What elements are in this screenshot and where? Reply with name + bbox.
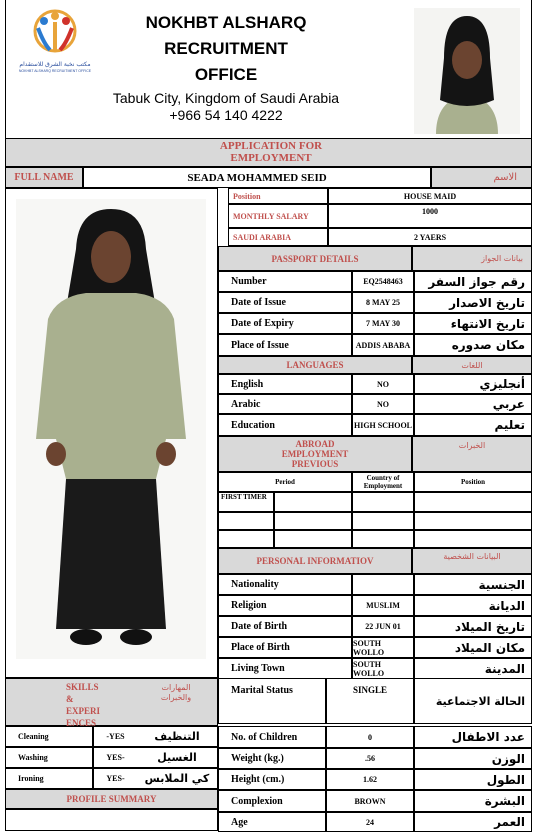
skill-row-1-value: -YES <box>93 726 137 747</box>
passport-row-2-value: 8 MAY 25 <box>352 292 414 313</box>
profile-summary-body <box>5 809 218 831</box>
personal-row-2-value: MUSLIM <box>352 595 414 616</box>
complexion-label: Complexion <box>218 790 326 812</box>
applicant-full-photo-frame <box>5 188 218 678</box>
language-row-1-value: NO <box>352 374 414 394</box>
personal-row-1-label: Nationality <box>218 574 352 595</box>
header <box>5 0 532 138</box>
experience-row-2-col-4 <box>414 512 532 530</box>
company-phone: +966 54 140 4222 <box>169 107 283 123</box>
passport-section-header: PASSPORT DETAILS <box>218 246 412 271</box>
contract-duration: 2 YAERS <box>328 228 532 246</box>
passport-row-1-value: EQ2548463 <box>352 271 414 292</box>
profile-summary-header: PROFILE SUMMARY <box>5 789 218 809</box>
passport-row-2-label: Date of Issue <box>218 292 352 313</box>
language-row-3-value: HIGH SCHOOL <box>352 414 414 436</box>
personal-row-1-value <box>352 574 414 595</box>
language-row-1-arabic: أنجليزي <box>414 374 532 394</box>
logo-figures-icon <box>14 6 96 56</box>
languages-section-arabic: اللغات <box>412 356 532 374</box>
salary-value: 1000 <box>328 204 532 228</box>
form-title-bar <box>5 138 532 167</box>
logo-subtext: NOKHBT ALSHARQ RECRUITMENT OFFICE <box>18 69 92 73</box>
language-row-3-label: Education <box>218 414 352 436</box>
personal-row-4-value: SOUTH WOLLO <box>352 637 414 658</box>
weight-label: Weight (kg.) <box>218 748 326 769</box>
country-label: SAUDI ARABIA <box>228 228 328 246</box>
experience-col-period: Period <box>218 472 352 492</box>
company-city: Tabuk City, Kingdom of Saudi Arabia <box>112 90 340 106</box>
complexion-arabic: البشرة <box>414 790 532 812</box>
full-name-label: FULL NAME <box>5 167 83 188</box>
language-row-2-label: Arabic <box>218 394 352 414</box>
language-row-2-value: NO <box>352 394 414 414</box>
personal-row-1-arabic: الجنسية <box>414 574 532 595</box>
experience-row-3-col-4 <box>414 530 532 548</box>
language-row-2-arabic: عربي <box>414 394 532 414</box>
personal-row-5-label: Living Town <box>218 658 352 679</box>
full-name-arabic-label: الاسم <box>431 167 532 188</box>
height-label: Height (cm.) <box>218 769 326 790</box>
experience-row-1-col-2 <box>274 492 352 512</box>
experience-row-3-col-3 <box>352 530 414 548</box>
weight-arabic: الوزن <box>414 748 532 769</box>
experience-row-2-col-1 <box>218 512 274 530</box>
skills-section-header: SKILLS & EXPERI ENCES المهارات والخبرات <box>5 678 218 726</box>
position-value: HOUSE MAID <box>328 188 532 204</box>
marital-status-value: SINGLE <box>326 678 414 724</box>
complexion-value: BROWN <box>326 790 414 812</box>
passport-row-4-value: ADDIS ABABA <box>352 334 414 356</box>
personal-row-5-arabic: المدينة <box>414 658 532 679</box>
weight-value: .56 <box>326 748 414 769</box>
passport-row-3-value: 7 MAY 30 <box>352 313 414 334</box>
personal-row-2-arabic: الديانة <box>414 595 532 616</box>
passport-row-3-label: Date of Expiry <box>218 313 352 334</box>
personal-row-5-value: SOUTH WOLLO <box>352 658 414 679</box>
experience-col-country: Country of Employment <box>352 472 414 492</box>
language-row-3-arabic: تعليم <box>414 414 532 436</box>
skill-row-3-label: Ironing <box>5 768 93 789</box>
passport-row-4-arabic: مكان صدوره <box>414 334 532 356</box>
experience-row-2-col-3 <box>352 512 414 530</box>
marital-status-label: Marital Status <box>218 678 326 724</box>
skill-row-2-arabic: الغسيل <box>137 747 218 768</box>
passport-row-3-arabic: تاريخ الانتهاء <box>414 313 532 334</box>
personal-row-4-label: Place of Birth <box>218 637 352 658</box>
skill-row-1-label: Cleaning <box>5 726 93 747</box>
form-title: APPLICATION FOR EMPLOYMENT <box>219 140 323 164</box>
experience-col-position: Position <box>414 472 532 492</box>
company-name-line2: RECRUITMENT <box>164 39 288 58</box>
age-value: 24 <box>326 812 414 832</box>
passport-section-arabic: بيانات الجواز <box>412 246 532 271</box>
personal-row-3-label: Date of Birth <box>218 616 352 637</box>
applicant-portrait-photo <box>414 8 520 134</box>
company-name-line1: NOKHBT ALSHARQ <box>145 13 307 32</box>
language-row-1-label: English <box>218 374 352 394</box>
age-arabic: العمر <box>414 812 532 832</box>
skill-row-3-arabic: كي الملابس <box>137 768 218 789</box>
passport-row-1-label: Number <box>218 271 352 292</box>
experience-section-header: ABROAD EMPLOYMENT PREVIOUS <box>218 436 412 472</box>
position-label: Position <box>228 188 328 204</box>
children-value: 0 <box>326 726 414 748</box>
logo-text: مكتب نخبة الشرق للاستقدام <box>19 61 91 68</box>
age-label: Age <box>218 812 326 832</box>
marital-status-arabic: الحالة الاجتماعية <box>414 678 532 724</box>
passport-row-2-arabic: تاريخ الاصدار <box>414 292 532 313</box>
skill-row-1-arabic: التنظيف <box>137 726 218 747</box>
experience-row-1-col-1: FIRST TIMER <box>218 492 274 512</box>
experience-row-1-col-3 <box>352 492 414 512</box>
company-name-line3: OFFICE <box>194 65 258 84</box>
children-label: No. of Children <box>218 726 326 748</box>
personal-row-4-arabic: مكان الميلاد <box>414 637 532 658</box>
full-name-value: SEADA MOHAMMED SEID <box>83 167 431 188</box>
passport-row-4-label: Place of Issue <box>218 334 352 356</box>
children-arabic: عدد الاطفال <box>414 726 532 748</box>
experience-row-1-col-4 <box>414 492 532 512</box>
passport-row-1-arabic: رقم جواز السفر <box>414 271 532 292</box>
personal-row-2-label: Religion <box>218 595 352 616</box>
personal-row-3-value: 22 JUN 01 <box>352 616 414 637</box>
experience-section-arabic: الخبرات <box>412 436 532 472</box>
experience-row-3-col-2 <box>274 530 352 548</box>
skill-row-2-label: Washing <box>5 747 93 768</box>
personal-row-3-arabic: تاريخ الميلاد <box>414 616 532 637</box>
experience-row-3-col-1 <box>218 530 274 548</box>
salary-label: MONTHLY SALARY <box>228 204 328 228</box>
skill-row-2-value: YES- <box>93 747 137 768</box>
height-arabic: الطول <box>414 769 532 790</box>
languages-section-header: LANGUAGES <box>218 356 412 374</box>
company-logo <box>14 6 96 86</box>
experience-row-2-col-2 <box>274 512 352 530</box>
skill-row-3-value: YES- <box>93 768 137 789</box>
applicant-full-photo <box>6 189 217 677</box>
personal-section-header: PERSONAL INFORMATIOV <box>218 548 412 574</box>
height-value: 1.62 <box>326 769 414 790</box>
personal-section-arabic: البيانات الشخصية <box>412 548 532 574</box>
